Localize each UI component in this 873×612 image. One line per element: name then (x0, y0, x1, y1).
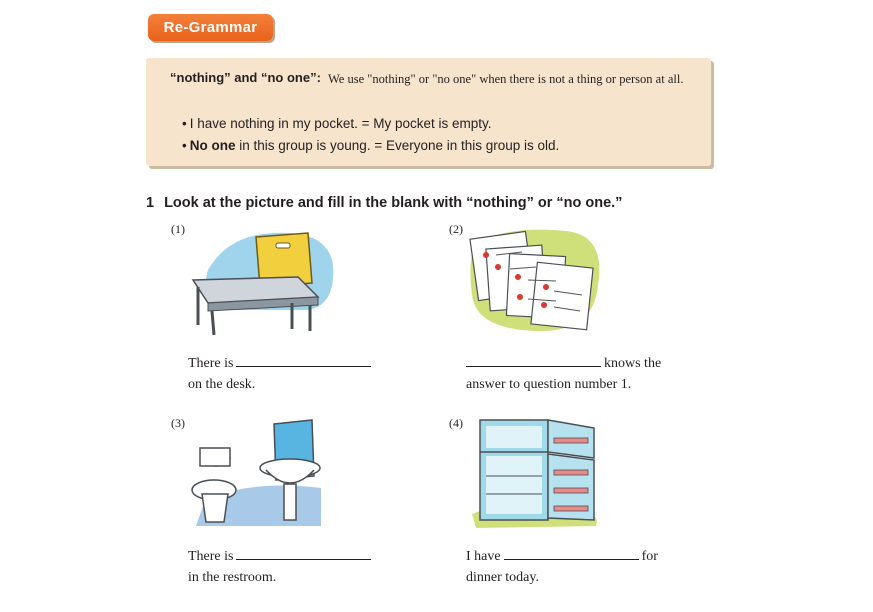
grammar-example-1 (182, 116, 492, 131)
bullet: • (182, 138, 187, 153)
item-1-line-2: on the desk. (188, 377, 256, 392)
answer-blank-2[interactable] (466, 354, 601, 367)
example-text: I have nothing in my pocket. = My pocket is empty. (189, 116, 492, 131)
text-after: knows the (604, 356, 662, 371)
restroom-picture (186, 418, 326, 530)
answer-blank-3[interactable] (236, 547, 371, 560)
answer-blank-1[interactable] (236, 354, 371, 367)
section-banner: Re-Grammar (148, 14, 273, 41)
text-before: There is (188, 356, 234, 371)
text-after: for (641, 549, 658, 564)
item-label-1: (1) (171, 222, 185, 236)
grammar-example-2 (182, 138, 559, 153)
answer-blank-4[interactable] (504, 547, 639, 560)
test-papers-picture (466, 225, 606, 337)
item-label-4: (4) (449, 416, 463, 430)
item-4-line-1 (466, 547, 658, 565)
grammar-term: “nothing” and “no one”: (170, 70, 321, 85)
item-label-3: (3) (171, 416, 185, 430)
task-instruction (146, 195, 622, 211)
item-label-2: (2) (449, 222, 463, 236)
item-2-line-1 (466, 354, 661, 372)
example-text: in this group is young. = Everyone in this group is old. (235, 138, 560, 153)
grammar-definition: We use "nothing" or "no one" when there is not a thing or person at all. (328, 72, 684, 86)
item-2-line-2: answer to question number 1. (466, 377, 632, 392)
item-3-line-2: in the restroom. (188, 570, 277, 585)
desk-chair-picture (188, 225, 338, 337)
item-1-line-1 (188, 354, 374, 372)
item-3-line-1 (188, 547, 374, 565)
bullet: • (182, 116, 187, 131)
grammar-box (146, 58, 711, 166)
text-before: There is (188, 549, 234, 564)
example-bold-term: No one (189, 138, 236, 153)
empty-fridge-picture (466, 414, 606, 532)
text-before: I have (466, 549, 501, 564)
item-4-line-2: dinner today. (466, 570, 539, 585)
task-text: Look at the picture and fill in the blank with “nothing” or “no one.” (164, 195, 623, 211)
task-number: 1 (146, 195, 155, 211)
